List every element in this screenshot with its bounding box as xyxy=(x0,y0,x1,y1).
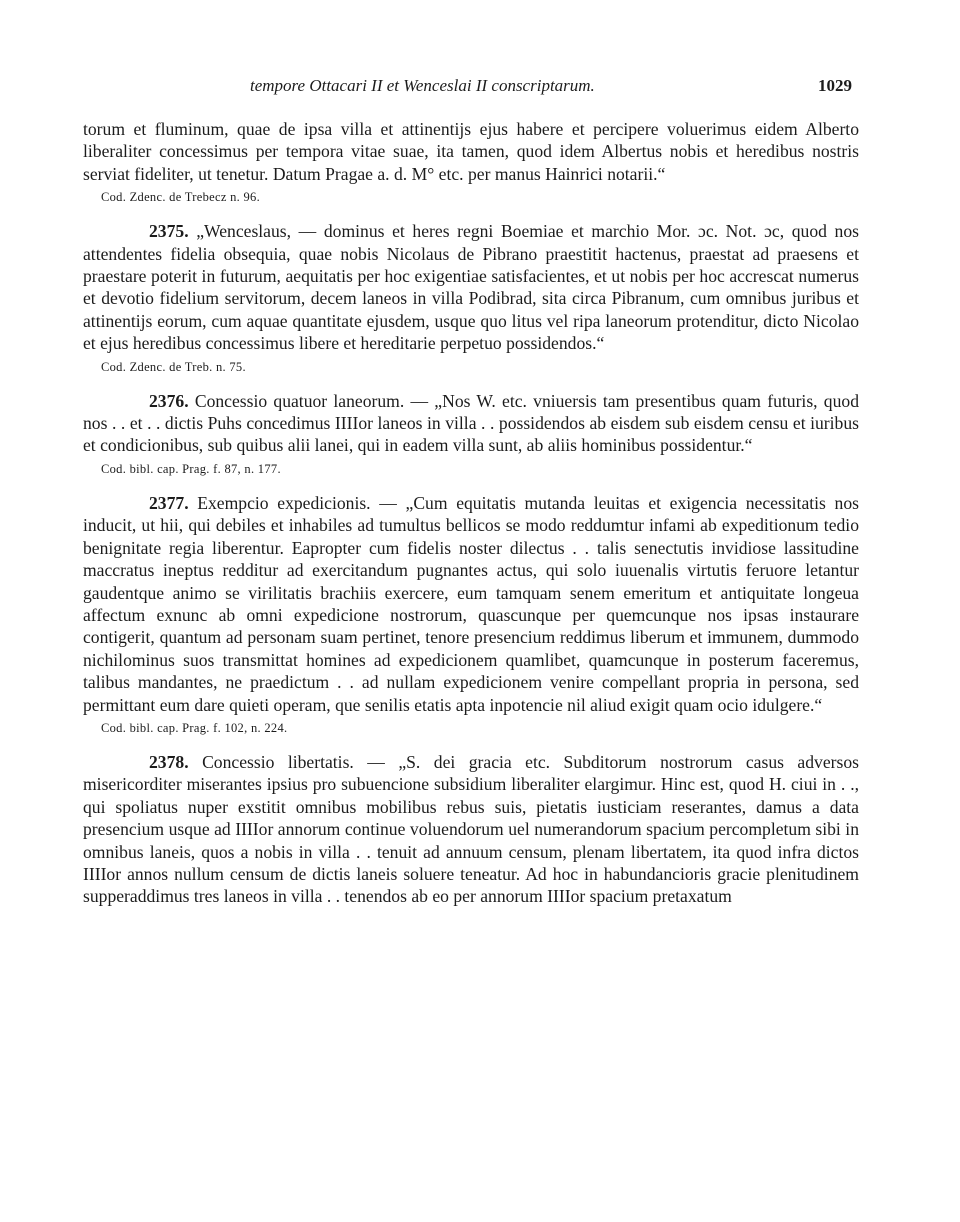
entry-number: 2375. xyxy=(149,221,189,242)
entry-text: Exempcio expedicionis. — „Cum equitatis mutanda leuitas et exigencia necessitatis nos inducit, ut hii, qui debiles et inhabiles ad tumultus bellicos se modo reddumtur infami ab expeditionum tedio benignitate regia liberentur. Eapropter cum fidelis noster dilectus . . talis senectutis invidiose lassitudine maccratus ineptus redditur ad exercitandum pugnantes actus, qui solo iuuenalis virtutis feruore letantur gaudentque animo se virilitatis brachiis exercere, eum tamquam senem emeritum et antiquitate longeua affectum exnunc ab omni expedicione nostrorum, quascunque per quemcunque nos ipsas instaurare contigerit, quantum ad personam suam pertinet, tenore presencium reddimus liberum et immunem, dummodo nichilominus suos transmittat homines ad expedicionem quamlibet, quamcunque in posterum faceremus, talibus mandantes, ne praedictum . . ad nullam expedicionem venire compellant propria in persona, sed permittant eum dare quieti operam, que senilis etatis apta inpotencie nil aliud exigit quam ocio idulgere.“ xyxy=(83,492,859,715)
page-number: 1029 xyxy=(818,76,852,95)
entry-number: 2377. xyxy=(149,492,189,513)
intro-citation: Cod. Zdenc. de Trebecz n. 96. xyxy=(101,190,261,205)
page-body xyxy=(83,118,859,908)
running-title: tempore Ottacari II et Wenceslai II conscriptarum. xyxy=(250,76,595,95)
entry-text: Concessio quatuor laneorum. — „Nos W. etc. vniuersis tam presentibus quam futuris, quod nos . . et . . dictis Puhs concedimus IIIIor laneos in villa . . possidendos ab eisdem sub eisdem censu et iuribus et condicionibus, sub quibus alii lanei, qui in eadem villa sunt, ab aliis hominibus possidentur.“ xyxy=(83,390,859,456)
entry-citation: Cod. bibl. cap. Prag. f. 87, n. 177. xyxy=(101,461,281,476)
entry-paragraph xyxy=(83,220,859,354)
entry-paragraph xyxy=(83,390,859,457)
entry-number: 2376. xyxy=(149,390,189,411)
entry-2378 xyxy=(83,751,859,908)
entry-2377 xyxy=(83,492,859,737)
intro-block xyxy=(83,118,859,206)
entry-2376 xyxy=(83,390,859,478)
entry-citation: Cod. Zdenc. de Treb. n. 75. xyxy=(101,359,246,374)
entry-paragraph xyxy=(83,492,859,716)
entry-text: Concessio libertatis. — „S. dei gracia etc. Subditorum nostrorum casus adversos misericorditer miserantes ipsius pro subuencione subsidium liberaliter elargimur. Hinc est, quod H. ciui in . ., qui spoliatus nuper exstitit omnibus mobilibus rebus suis, pietatis iusticiam reserantes, damus a data presencium usque ad IIIIor annorum continue voluendorum uel numerandorum spacium percompletum sibi in omnibus laneis, quos a nobis in villa . . tenuit ad annuum censum, plenam libertatem, ita quod infra dictos IIIIor annos nullum censum de dictis laneis soluere teneatur. Ad hoc in habundancioris gracie plenitudinem supperaddimus tres laneos in villa . . tenendos ab eo per annorum IIIIor spacium pretaxatum xyxy=(83,751,859,907)
entry-number: 2378. xyxy=(149,751,189,772)
intro-paragraph: torum et fluminum, quae de ipsa villa et attinentijs ejus habere et percipere voluerimus eidem Alberto liberaliter concessimus per tempora vitae suae, ita tamen, quod idem Albertus nobis et heredibus nostris serviat fideliter, ut tenetur. Datum Pragae a. d. M° etc. per manus Hainrici notarii.“ xyxy=(83,119,859,184)
entry-text: „Wenceslaus, — dominus et heres regni Boemiae et marchio Mor. ɔc. Not. ɔc, quod nos attendentes fidelia obsequia, quae nobis Nicolaus de Pibrano praestitit hactenus, praestat ad praesens et praestare poterit in futurum, aequitatis per hoc exigentiae satisfacientes, et ut nobis per hoc accrescat numerus et devotio fidelium servitorum, decem laneos in villa Podibrad, sita circa Pibranum, cum omnibus juribus et attinentijs eorum, cum aquae quantitate ejusdem, usque quo litus vel ripa laneorum protenditur, dicto Nicolao et ejus heredibus concessimus libere et hereditarie perpetuo possidendos.“ xyxy=(83,221,859,354)
entry-paragraph xyxy=(83,751,859,908)
entry-citation: Cod. bibl. cap. Prag. f. 102, n. 224. xyxy=(101,720,288,735)
page-header xyxy=(0,76,960,102)
entry-2375 xyxy=(83,220,859,375)
